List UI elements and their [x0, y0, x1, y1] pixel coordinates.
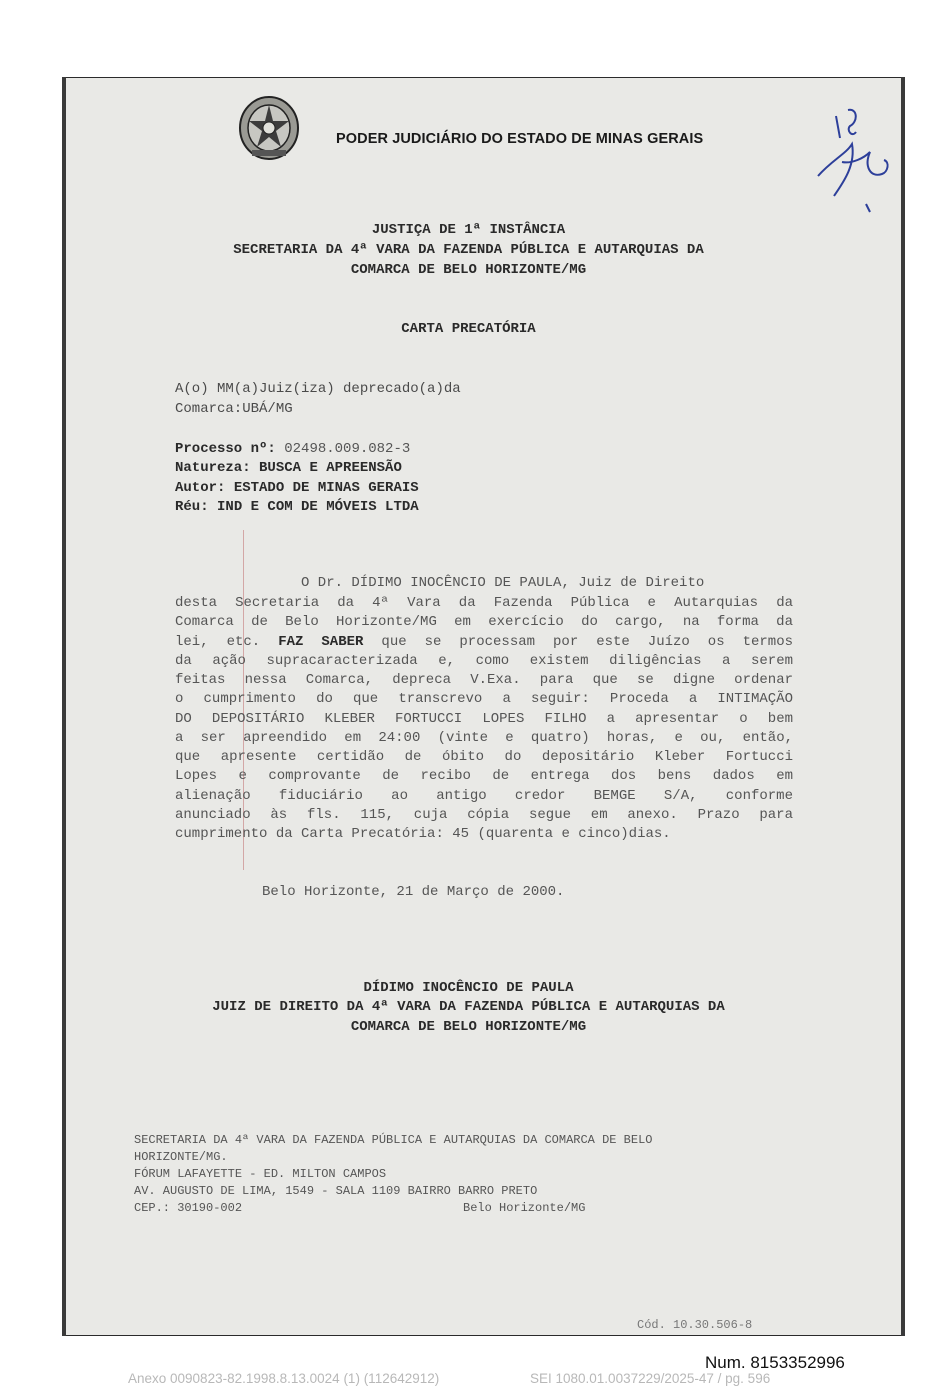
header-line-3: COMARCA DE BELO HORIZONTE/MG — [350, 262, 587, 278]
autor-value: ESTADO DE MINAS GERAIS — [233, 480, 419, 496]
reu-value: IND E COM DE MÓVEIS LTDA — [217, 499, 419, 515]
body-line-1: O Dr. DÍDIMO INOCÊNCIO DE PAULA, Juiz de Direito — [301, 575, 705, 591]
natureza-value: BUSCA E APREENSÃO — [259, 460, 402, 476]
handwritten-initials — [812, 104, 896, 214]
body-line-8: DO DEPOSITÁRIO KLEBER FORTUCCI LOPES FILHO a apresentar o bem — [175, 711, 793, 727]
body-line-14: cumprimento da Carta Precatória: 45 (quarenta e cinco)dias. — [175, 826, 671, 842]
body-line-11: Lopes e comprovante de recibo de entrega dos bens dados em — [175, 768, 793, 784]
document-number: Num. 8153352996 — [705, 1353, 845, 1372]
natureza-field — [175, 460, 402, 476]
body-line-10: que apresente certidão de óbito do depositário Kleber Fortucci — [175, 749, 793, 765]
body-line-13: anunciado às fls. 115, cuja cópia segue em anexo. Prazo para — [175, 807, 793, 823]
body-line-2: desta Secretaria da 4ª Vara da Fazenda Pública e Autarquias da — [175, 595, 793, 611]
body-line-3: Comarca de Belo Horizonte/MG em exercício do cargo, na forma da — [175, 614, 793, 630]
footer-line-2: HORIZONTE/MG. — [134, 1150, 228, 1164]
header-line-1: JUSTIÇA DE 1ª INSTÂNCIA — [371, 222, 566, 238]
body-line-4 — [175, 634, 793, 650]
signature-role-1: JUIZ DE DIREITO DA 4ª VARA DA FAZENDA PÚBLICA E AUTARQUIAS DA — [212, 999, 725, 1015]
coat-of-arms-seal — [238, 95, 300, 161]
body-line-6: feitas nessa Comarca, depreca V.Exa. para que se digne ordenar — [175, 672, 793, 688]
processo-field — [175, 441, 410, 457]
addressee-line-1: A(o) MM(a)Juiz(iza) deprecado(a)da — [175, 381, 461, 397]
autor-label: Autor: — [175, 480, 226, 496]
reu-field — [175, 499, 419, 515]
signature-role-2: COMARCA DE BELO HORIZONTE/MG — [350, 1019, 587, 1035]
footer-line-1: SECRETARIA DA 4ª VARA DA FAZENDA PÚBLICA E AUTARQUIAS DA COMARCA DE BELO — [134, 1133, 653, 1147]
body-line-7: o cumprimento do que transcrevo a seguir: Proceda a INTIMAÇÃO — [175, 691, 793, 707]
footer-line-4: AV. AUGUSTO DE LIMA, 1549 - SALA 1109 BAIRRO BARRO PRETO — [134, 1184, 538, 1198]
addressee-line-2: Comarca:UBÁ/MG — [175, 401, 293, 417]
letterhead-title: PODER JUDICIÁRIO DO ESTADO DE MINAS GERAIS — [336, 131, 704, 147]
form-code: Cód. 10.30.506-8 — [637, 1318, 753, 1332]
footer-city: Belo Horizonte/MG — [463, 1201, 586, 1215]
document-date: Belo Horizonte, 21 de Março de 2000. — [262, 884, 565, 900]
autor-field — [175, 480, 419, 496]
faz-saber: FAZ SABER — [278, 634, 364, 650]
footer-line-5: CEP.: 30190-002 — [134, 1201, 243, 1215]
header-line-2: SECRETARIA DA 4ª VARA DA FAZENDA PÚBLICA E AUTARQUIAS DA — [233, 242, 704, 258]
processo-label: Processo nº: — [175, 441, 276, 457]
footer-line-3: FÓRUM LAFAYETTE - ED. MILTON CAMPOS — [134, 1167, 387, 1181]
body-line-9: a ser apreendido em 24:00 (vinte e quatro) horas, e ou, então, — [175, 730, 793, 746]
document-title: CARTA PRECATÓRIA — [401, 321, 536, 337]
body-line-5: da ação supracaracterizada e, como existem diligências a serem — [175, 653, 793, 669]
pdf-footer-right: SEI 1080.01.0037229/2025-47 / pg. 596 — [530, 1371, 771, 1386]
body-line-4-start: lei, etc. — [175, 634, 279, 650]
pdf-footer-left: Anexo 0090823-82.1998.8.13.0024 (1) (112642912) — [128, 1371, 440, 1386]
reu-label: Réu: — [175, 499, 209, 515]
signature-name: DÍDIMO INOCÊNCIO DE PAULA — [363, 980, 574, 996]
processo-value: 02498.009.082-3 — [284, 441, 411, 457]
body-line-4-end: que se processam por este Juízo os termos — [363, 634, 794, 650]
body-line-12: alienação fiduciário ao antigo credor BEMGE S/A, conforme — [175, 788, 793, 804]
natureza-label: Natureza: — [175, 460, 251, 476]
